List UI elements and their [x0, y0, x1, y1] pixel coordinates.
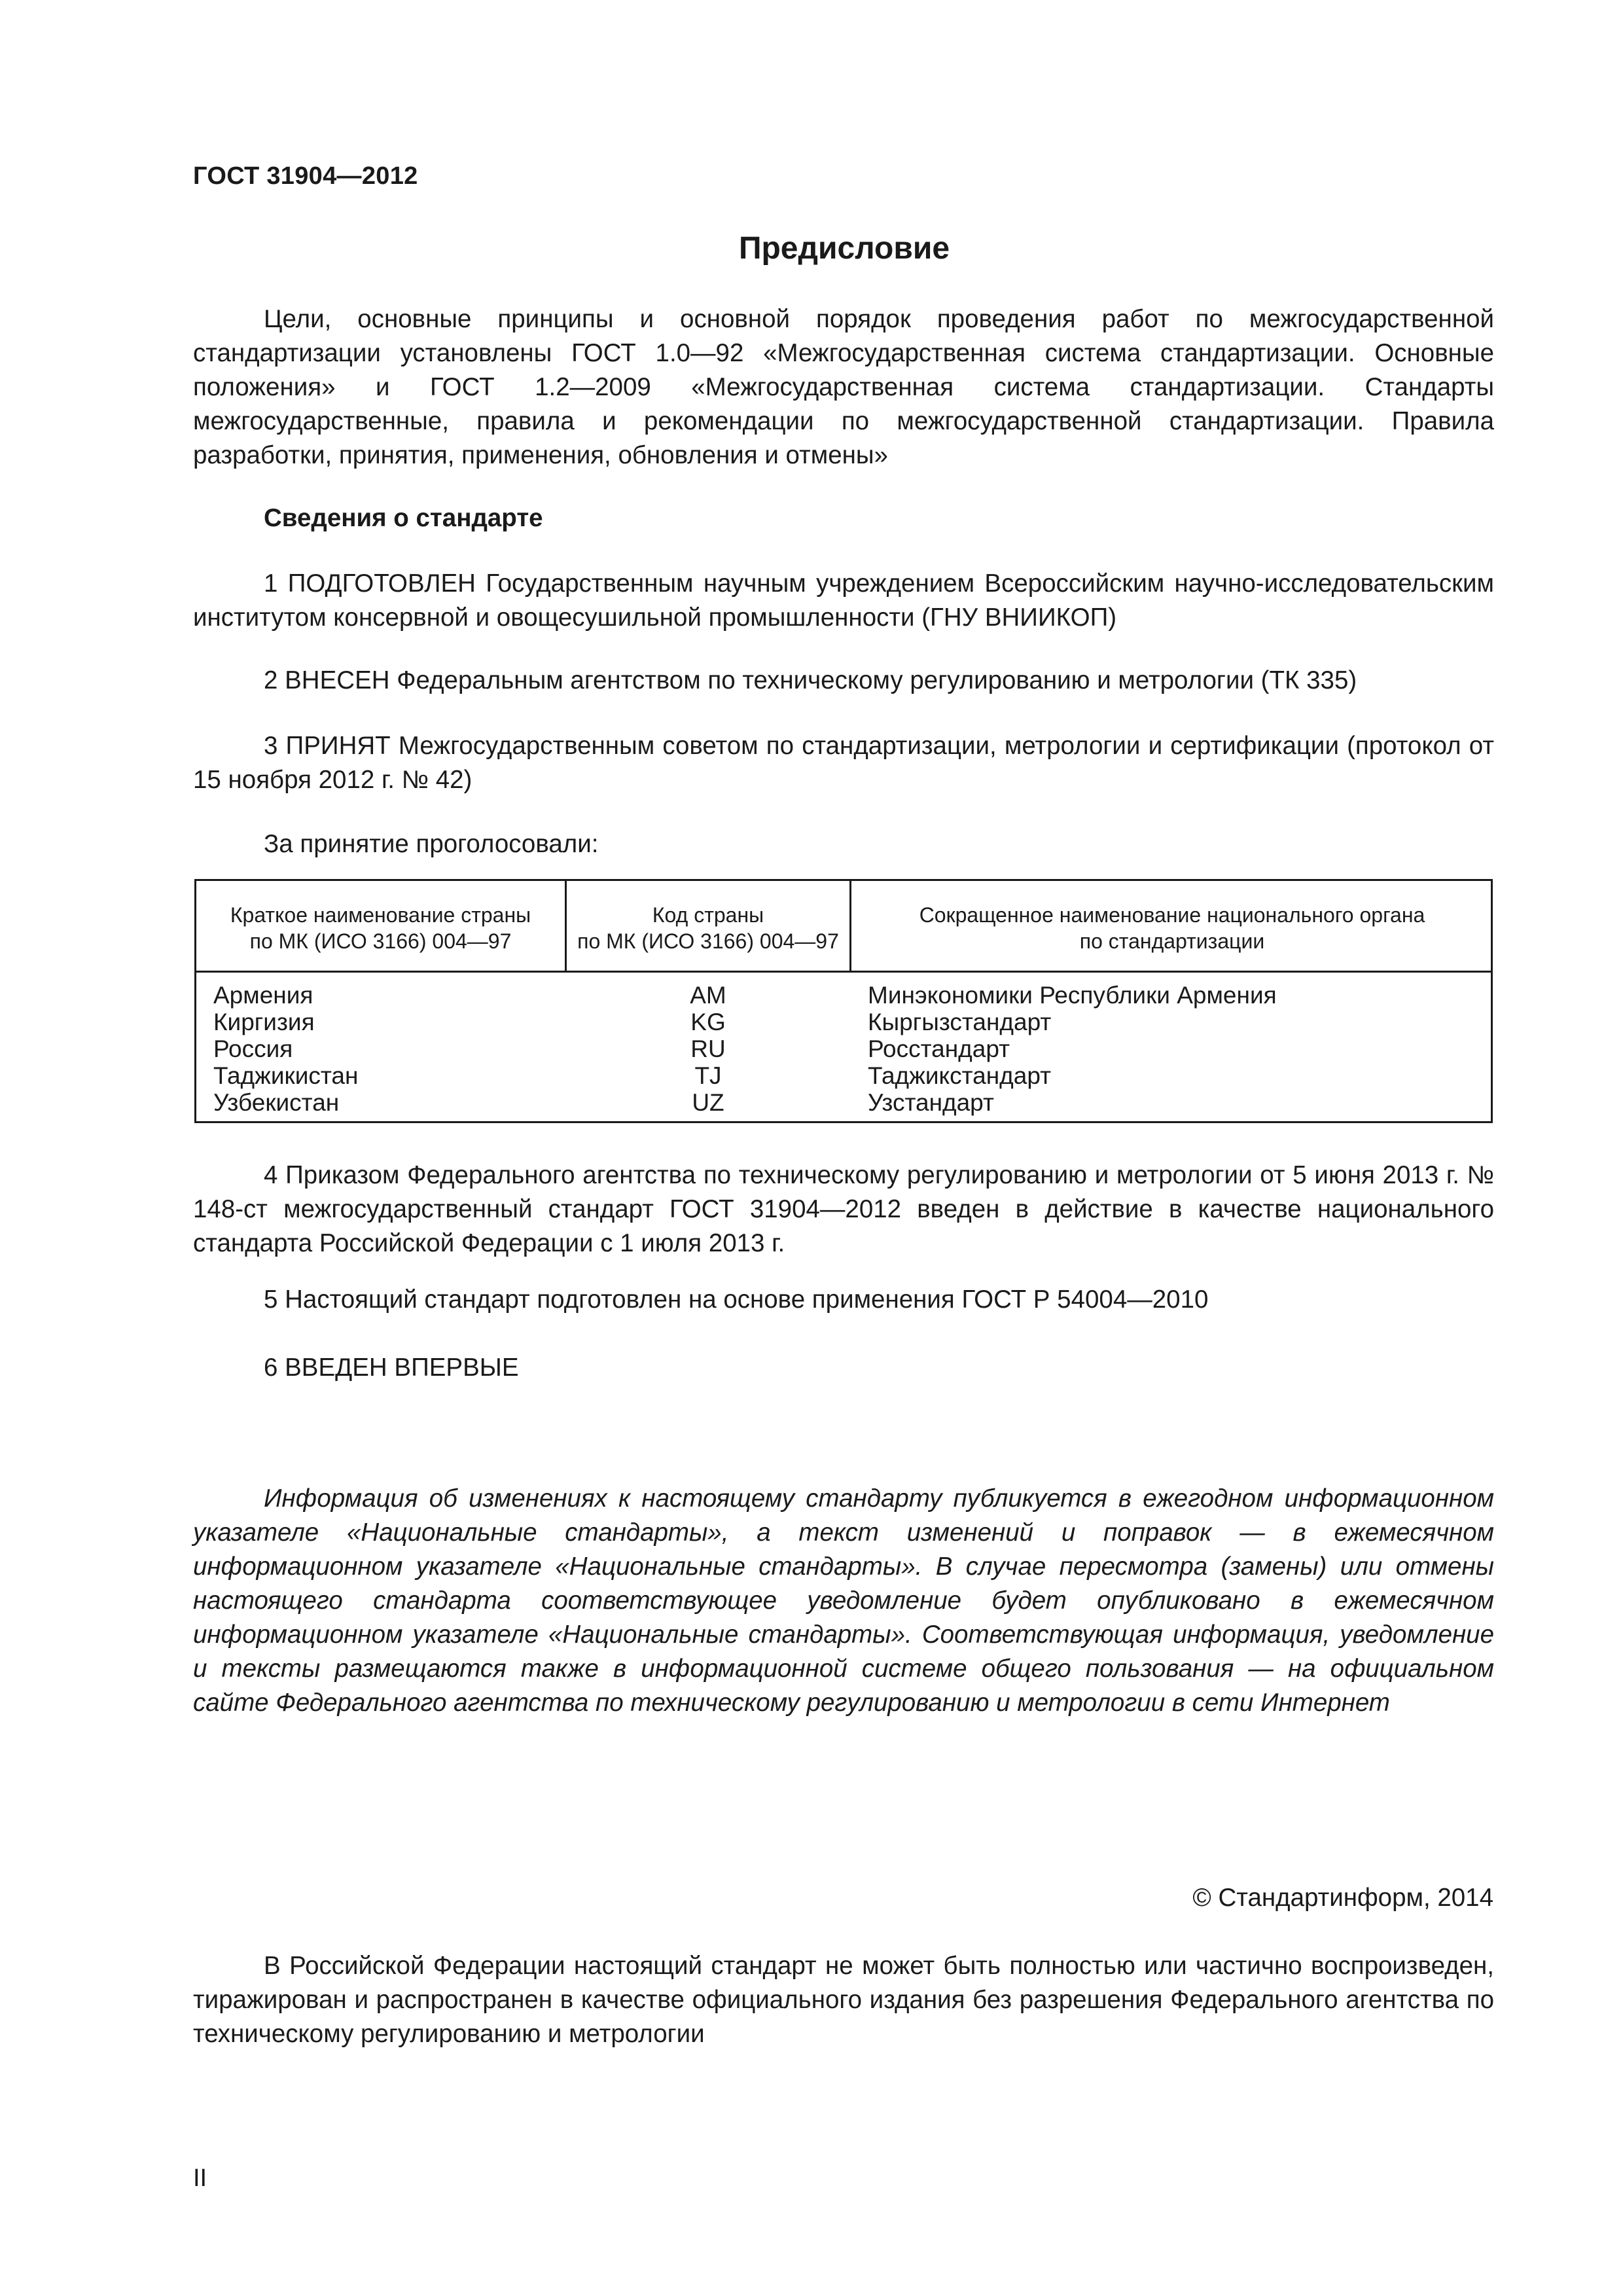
intro-paragraph: Цели, основные принципы и основной порядок проведения работ по межгосударственной стандартизации установлены ГОСТ 1.0—92 «Межгосударственная система стандартизации. Основные положения» и ГОСТ 1.2—2009 «Межгосударственная система стандартизации. Стандарты межгосударственные, правила и рекомендации по межгосударственной стандартизации. Правила разработки, принятия, применения, обновления и отмены»	[193, 305, 1494, 469]
header-line: Краткое наименование страны	[230, 903, 531, 927]
item-2-submitted: 2 ВНЕСЕН Федеральным агентством по техническому регулированию и метрологии (ТК 335)	[264, 666, 1357, 694]
table-cell-code: UZ	[692, 1089, 724, 1116]
item-1-prepared: 1 ПОДГОТОВЛЕН Государственным научным учреждением Всероссийским научно-исследовательским институтом консервной и овощесушильной промышленности (ГНУ ВНИИКОП)	[193, 569, 1494, 632]
table-cell-country: Узбекистан	[213, 1089, 340, 1116]
table-cell-body: Росстандарт	[868, 1035, 1010, 1062]
table-cell-code: KG	[690, 1009, 726, 1035]
rights-notice: В Российской Федерации настоящий стандарт не может быть полностью или частично воспроизведен, тиражирован и распространен в качестве официального издания без разрешения Федерального агентства по техническому регулированию и метрологии	[193, 1952, 1494, 2048]
amendments-notice: Информация об изменениях к настоящему стандарту публикуется в ежегодном информационном указателе «Национальные стандарты», а текст изменений и поправок — в ежемесячном информационном указателе «Национальные стандарты». В случае пересмотра (замены) или отмены настоящего стандарта соответствующее уведомление будет опубликовано в ежемесячном информационном указателе «Национальные стандарты». Соответствующая информация, уведомление и тексты размещаются также в информационной системе общего пользования — на официальном сайте Федерального агентства по техническому регулированию и метрологии в сети Интернет	[193, 1484, 1494, 1717]
table-cell-country: Киргизия	[213, 1009, 315, 1035]
table-cell-code: RU	[690, 1035, 726, 1062]
page-number: II	[193, 2164, 207, 2192]
table-header-country	[196, 902, 565, 954]
document-code: ГОСТ 31904—2012	[193, 162, 418, 190]
voted-label: За принятие проголосовали:	[264, 830, 599, 858]
header-line: по стандартизации	[1079, 929, 1265, 953]
copyright-line: © Стандартинформ, 2014	[1192, 1884, 1493, 1912]
header-line: по МК (ИСО 3166) 004—97	[249, 929, 512, 953]
header-line: Код страны	[652, 903, 764, 927]
section-heading: Сведения о стандарте	[264, 504, 543, 532]
table-header-divider	[196, 971, 1491, 973]
table-cell-body: Кыргызстандарт	[868, 1009, 1052, 1035]
table-cell-code: AM	[690, 982, 726, 1009]
voting-table	[194, 879, 1493, 1123]
table-header-code	[567, 902, 849, 954]
header-line: по МК (ИСО 3166) 004—97	[577, 929, 839, 953]
item-6-introduced: 6 ВВЕДЕН ВПЕРВЫЕ	[264, 1354, 519, 1382]
table-cell-country: Таджикистан	[213, 1062, 359, 1089]
table-cell-code: TJ	[694, 1062, 722, 1089]
table-cell-body: Таджикстандарт	[868, 1062, 1052, 1089]
table-header-body	[851, 902, 1493, 954]
header-line: Сокращенное наименование национального органа	[919, 903, 1425, 927]
table-cell-country: Армения	[213, 982, 313, 1009]
page-title: Предисловие	[738, 231, 950, 266]
item-3-adopted: 3 ПРИНЯТ Межгосударственным советом по стандартизации, метрологии и сертификации (протокол от 15 ноября 2012 г. № 42)	[193, 732, 1494, 794]
table-cell-body: Узстандарт	[868, 1089, 994, 1116]
table-cell-body: Минэкономики Республики Армения	[868, 982, 1277, 1009]
item-4-order: 4 Приказом Федерального агентства по техническому регулированию и метрологии от 5 июня 2013 г. № 148-ст межгосударственный стандарт ГОСТ 31904—2012 введен в действие в качестве национального стандарта Российской Федерации с 1 июля 2013 г.	[193, 1161, 1494, 1257]
table-cell-country: Россия	[213, 1035, 293, 1062]
item-5-basis: 5 Настоящий стандарт подготовлен на основе применения ГОСТ Р 54004—2010	[264, 1285, 1209, 1314]
